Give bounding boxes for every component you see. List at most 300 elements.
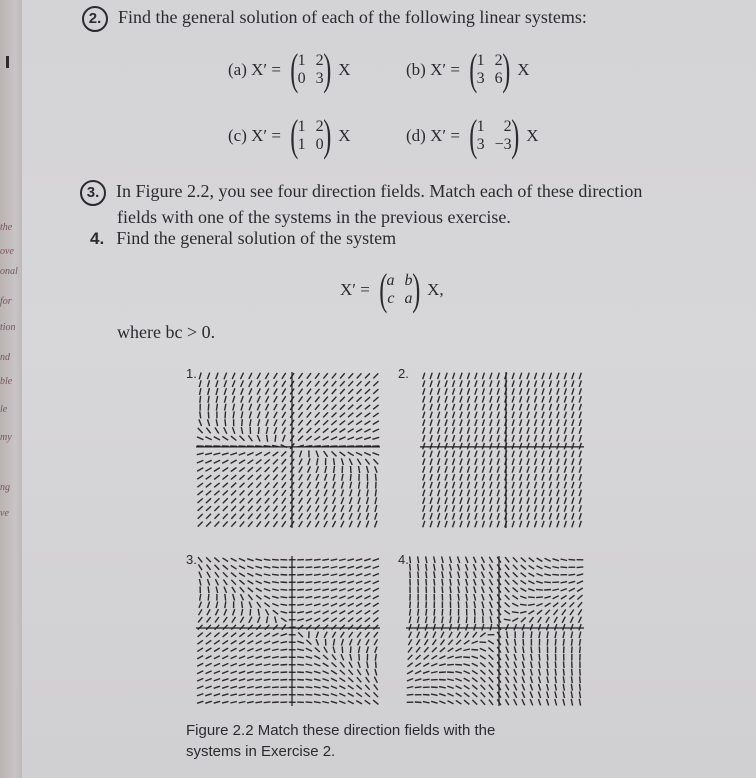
slope-mark [460, 396, 462, 402]
slope-mark [214, 671, 220, 674]
slope-mark [521, 573, 526, 577]
slope-mark [531, 669, 533, 676]
slope-mark [490, 412, 492, 418]
slope-mark [323, 373, 327, 378]
slope-mark [504, 610, 510, 614]
slope-mark [239, 679, 245, 681]
slope-mark [323, 618, 329, 622]
slope-mark [490, 482, 492, 488]
slope-mark [557, 420, 559, 426]
slope-mark [248, 581, 254, 585]
slope-mark [549, 466, 551, 472]
slope-mark [331, 559, 338, 560]
slope-mark [513, 588, 518, 592]
slope-mark [364, 559, 371, 561]
slope-mark [375, 466, 378, 473]
slope-mark [497, 482, 499, 488]
slope-mark [373, 700, 378, 704]
slope-mark [272, 672, 279, 673]
slope-mark [453, 443, 455, 449]
slope-mark [315, 412, 320, 417]
slope-mark [490, 521, 492, 527]
slope-mark [467, 521, 469, 527]
slope-mark [264, 656, 271, 658]
slope-mark [482, 474, 484, 480]
slope-mark [425, 632, 428, 638]
slope-mark [247, 453, 254, 456]
slope-mark [341, 458, 343, 465]
slope-mark [474, 624, 476, 631]
slope-mark [332, 521, 335, 527]
slope-mark [240, 490, 245, 495]
slope-mark [282, 389, 286, 395]
slope-mark [231, 506, 236, 511]
slope-mark [199, 373, 201, 380]
slope-mark [239, 641, 245, 645]
slope-mark [198, 617, 202, 622]
slope-mark [215, 579, 218, 585]
slope-mark [281, 611, 288, 613]
slope-mark [232, 373, 235, 379]
slope-mark [453, 427, 455, 433]
slope-mark [331, 574, 338, 576]
slope-mark [482, 396, 484, 402]
slope-mark [273, 625, 278, 630]
slope-mark [482, 513, 484, 519]
slope-mark [223, 522, 228, 527]
slope-mark [549, 381, 551, 387]
slope-mark [314, 702, 321, 703]
slope-mark [545, 603, 551, 607]
slope-mark [242, 419, 243, 426]
slope-mark [512, 388, 514, 394]
slope-mark [316, 521, 320, 527]
slope-mark [572, 466, 574, 472]
slope-mark [554, 610, 558, 615]
slope-mark [467, 498, 469, 504]
slope-mark [453, 381, 455, 387]
slope-mark [314, 559, 321, 560]
slope-mark [197, 468, 203, 471]
slope-mark [453, 396, 455, 402]
slope-mark [341, 497, 344, 504]
slope-mark [505, 572, 509, 577]
slope-mark [275, 435, 276, 442]
slope-mark [512, 505, 514, 511]
slope-mark [438, 435, 440, 441]
slope-mark [239, 580, 244, 584]
slope-mark [272, 589, 279, 591]
slope-mark [569, 581, 576, 583]
slope-mark [407, 687, 414, 689]
slope-mark [505, 565, 509, 570]
slope-mark [373, 453, 380, 455]
slope-mark [348, 381, 353, 386]
slope-mark [489, 572, 492, 578]
slope-mark [316, 513, 320, 519]
slope-mark [549, 521, 551, 527]
slope-mark [438, 482, 440, 488]
slope-mark [455, 657, 462, 658]
slope-mark [306, 702, 313, 703]
slope-mark [299, 521, 303, 527]
slope-mark [198, 564, 202, 570]
slope-mark [358, 639, 361, 645]
slope-mark [557, 435, 559, 441]
slope-mark [423, 513, 425, 519]
slope-mark [333, 647, 335, 654]
slope-mark [349, 662, 352, 668]
slope-mark [248, 490, 253, 495]
slope-mark [563, 624, 565, 630]
slope-mark [348, 596, 354, 599]
slope-mark [514, 677, 517, 683]
slope-mark [460, 513, 462, 519]
slope-mark [463, 657, 470, 658]
slope-mark [458, 579, 460, 586]
slope-mark [418, 601, 419, 608]
slope-mark [430, 373, 432, 379]
slope-mark [489, 557, 492, 563]
slope-mark [529, 573, 535, 576]
slope-mark [481, 557, 484, 563]
slope-mark [542, 490, 544, 496]
slope-mark [527, 396, 529, 402]
slope-mark [376, 661, 377, 668]
slope-mark [197, 648, 203, 652]
slope-mark [490, 498, 492, 504]
slope-mark [197, 656, 203, 659]
slope-mark [274, 389, 278, 395]
slope-mark [198, 428, 203, 433]
slope-mark [306, 648, 312, 651]
slope-mark [374, 692, 379, 697]
slope-mark [280, 680, 287, 681]
slope-mark [366, 521, 369, 528]
slope-mark [214, 663, 220, 666]
slope-mark [460, 373, 462, 379]
slope-mark [375, 654, 376, 661]
slope-mark [349, 632, 353, 638]
slope-mark [563, 676, 564, 683]
slope-mark [256, 595, 261, 599]
slope-mark [350, 639, 353, 645]
slope-mark [497, 373, 499, 379]
slope-mark [222, 686, 228, 688]
slope-mark [274, 373, 278, 379]
slope-mark [273, 459, 278, 464]
slope-mark [199, 602, 201, 608]
slope-mark [438, 396, 440, 402]
slope-mark [322, 559, 329, 560]
slope-mark [205, 686, 211, 688]
slope-mark [482, 404, 484, 410]
slope-mark [426, 609, 427, 616]
slope-mark [579, 427, 581, 433]
slope-mark [264, 596, 270, 599]
slope-mark [230, 702, 237, 704]
slope-mark [315, 381, 319, 387]
slope-mark [438, 474, 440, 480]
slope-mark [535, 490, 537, 496]
slope-mark [482, 482, 484, 488]
slope-mark [449, 632, 452, 638]
slope-mark [475, 474, 477, 480]
slope-mark [430, 381, 432, 387]
slope-mark [334, 458, 335, 465]
slope-mark [549, 459, 551, 465]
slope-mark [547, 699, 549, 706]
slope-mark [572, 443, 574, 449]
slope-mark [207, 565, 211, 570]
slope-mark [464, 678, 470, 681]
slope-mark [374, 639, 377, 645]
slope-mark [535, 435, 537, 441]
slope-mark [331, 686, 337, 689]
slope-mark [579, 474, 581, 480]
slope-mark [348, 701, 354, 704]
slope-mark [453, 505, 455, 511]
slope-mark [465, 632, 469, 638]
slope-mark [544, 596, 550, 598]
slope-mark [423, 466, 425, 472]
slope-mark [407, 671, 413, 674]
slope-mark [423, 474, 425, 480]
slope-mark [339, 581, 346, 583]
slope-mark [282, 513, 286, 519]
slope-mark [231, 436, 237, 440]
slope-mark [339, 566, 346, 568]
slope-mark [366, 505, 368, 512]
slope-mark [445, 451, 447, 457]
slope-mark [445, 521, 447, 527]
slope-mark [514, 692, 517, 698]
slope-mark [453, 490, 455, 496]
slope-mark [332, 381, 337, 386]
slope-mark [481, 677, 486, 682]
slope-mark [542, 388, 544, 394]
slope-mark [547, 624, 549, 630]
slope-mark [497, 521, 499, 527]
slope-mark [365, 381, 370, 386]
slope-mark [272, 567, 279, 568]
slope-mark [569, 588, 575, 591]
slope-mark [356, 566, 362, 568]
slope-mark [460, 451, 462, 457]
slope-mark [490, 513, 492, 519]
exercise-4 [90, 228, 396, 249]
slope-mark [297, 687, 304, 688]
slope-mark [247, 664, 254, 666]
slope-mark [358, 513, 361, 520]
slope-mark [282, 420, 286, 426]
slope-mark [297, 590, 304, 591]
slope-mark [505, 580, 509, 585]
slope-mark [216, 587, 218, 594]
slope-mark [265, 459, 270, 464]
slope-mark [431, 687, 438, 688]
slope-mark [536, 581, 543, 583]
slope-mark [264, 694, 271, 695]
slope-mark [475, 482, 477, 488]
slope-mark [458, 572, 460, 579]
slope-mark [247, 641, 253, 644]
slope-mark [306, 679, 313, 680]
slope-mark [323, 389, 328, 394]
slope-mark [481, 685, 486, 690]
slope-mark [375, 505, 377, 512]
slope-mark [579, 396, 581, 402]
slope-mark [365, 603, 371, 606]
slope-mark [281, 575, 288, 576]
slope-mark [197, 701, 203, 703]
slope-mark [564, 474, 566, 480]
slope-mark [439, 664, 446, 666]
slope-mark [308, 466, 311, 472]
slope-mark [439, 656, 445, 659]
slope-mark [373, 610, 379, 614]
slope-mark [364, 566, 370, 568]
slope-mark [460, 474, 462, 480]
slope-mark [297, 582, 304, 583]
slope-mark [316, 482, 319, 488]
exercise-4-matrix: a b c a [386, 272, 413, 307]
slope-mark [281, 597, 288, 598]
slope-mark [373, 397, 378, 402]
slope-mark [324, 482, 327, 488]
slope-mark [450, 564, 452, 571]
slope-mark [274, 412, 277, 418]
slope-mark [553, 603, 558, 607]
slope-mark [366, 639, 369, 645]
slope-mark [505, 587, 510, 592]
slope-mark [555, 684, 556, 691]
slope-mark [256, 483, 261, 488]
slope-mark [482, 435, 484, 441]
slope-mark [447, 679, 454, 681]
slope-mark [527, 435, 529, 441]
slope-mark [417, 624, 419, 631]
slope-mark [339, 559, 346, 561]
slope-mark [375, 669, 377, 676]
slope-mark [230, 679, 237, 681]
slope-mark [423, 490, 425, 496]
slope-mark [248, 595, 252, 600]
slope-mark [340, 405, 345, 410]
slope-mark [348, 611, 354, 615]
slope-mark [552, 567, 559, 569]
slope-mark [250, 609, 251, 616]
slope-mark [467, 505, 469, 511]
slope-mark [417, 632, 420, 638]
slope-mark [514, 654, 516, 660]
slope-mark [480, 633, 485, 637]
slope-mark [216, 396, 218, 403]
slope-mark [241, 404, 243, 411]
slope-mark [223, 475, 229, 479]
slope-mark [453, 521, 455, 527]
slope-mark [224, 609, 227, 615]
slope-mark [505, 603, 510, 608]
slope-mark [572, 505, 574, 511]
margin-fragment: le [0, 404, 8, 415]
slope-mark [431, 701, 438, 703]
slope-mark [453, 513, 455, 519]
slope-mark [356, 610, 362, 614]
slope-mark [323, 437, 329, 440]
slope-mark [256, 452, 262, 455]
slope-mark [264, 641, 270, 644]
slope-mark [282, 381, 286, 387]
slope-mark [527, 521, 529, 527]
slope-mark [333, 498, 336, 504]
slope-mark [522, 677, 524, 683]
slope-mark [423, 663, 429, 666]
slope-mark [266, 404, 269, 410]
slope-mark [231, 558, 237, 561]
panel-2-label: 2. [398, 366, 409, 381]
slope-mark [339, 611, 345, 614]
slope-mark [522, 662, 524, 669]
slope-mark [333, 490, 336, 496]
slope-mark [475, 505, 477, 511]
slope-mark [239, 566, 245, 569]
slope-mark [264, 574, 271, 576]
slope-mark [557, 396, 559, 402]
slope-mark [264, 649, 270, 651]
slope-mark [464, 685, 470, 689]
slope-mark [563, 639, 564, 646]
slope-mark [375, 513, 377, 520]
slope-mark [249, 381, 252, 387]
slope-mark [334, 466, 335, 473]
slope-mark [512, 435, 514, 441]
slope-mark [258, 412, 261, 419]
slope-mark [356, 596, 362, 599]
slope-mark [206, 491, 211, 496]
slope-mark [348, 405, 353, 410]
slope-mark [297, 575, 304, 576]
slope-mark [545, 558, 551, 561]
system-a-matrix: 1 2 0 3 [297, 52, 324, 87]
slope-mark [231, 671, 237, 673]
slope-mark [562, 617, 565, 623]
slope-mark [299, 381, 303, 387]
slope-mark [199, 380, 201, 387]
slope-mark [423, 404, 425, 410]
slope-mark [560, 567, 567, 568]
slope-mark [249, 396, 252, 402]
slope-mark [512, 412, 514, 418]
slope-mark [257, 498, 262, 503]
slope-mark [239, 686, 246, 688]
slope-mark [299, 459, 302, 465]
slope-mark [324, 647, 327, 653]
slope-mark [426, 617, 427, 624]
slope-mark [249, 602, 251, 608]
slope-mark [547, 684, 549, 691]
slope-mark [349, 513, 352, 519]
slope-mark [340, 452, 346, 456]
slope-mark [349, 521, 352, 527]
margin-fragment: ve [0, 508, 9, 519]
slope-mark [467, 459, 469, 465]
slope-mark [546, 617, 549, 623]
slope-mark [423, 396, 425, 402]
slope-mark [506, 692, 509, 698]
slope-mark [520, 474, 522, 480]
slope-mark [579, 632, 581, 639]
